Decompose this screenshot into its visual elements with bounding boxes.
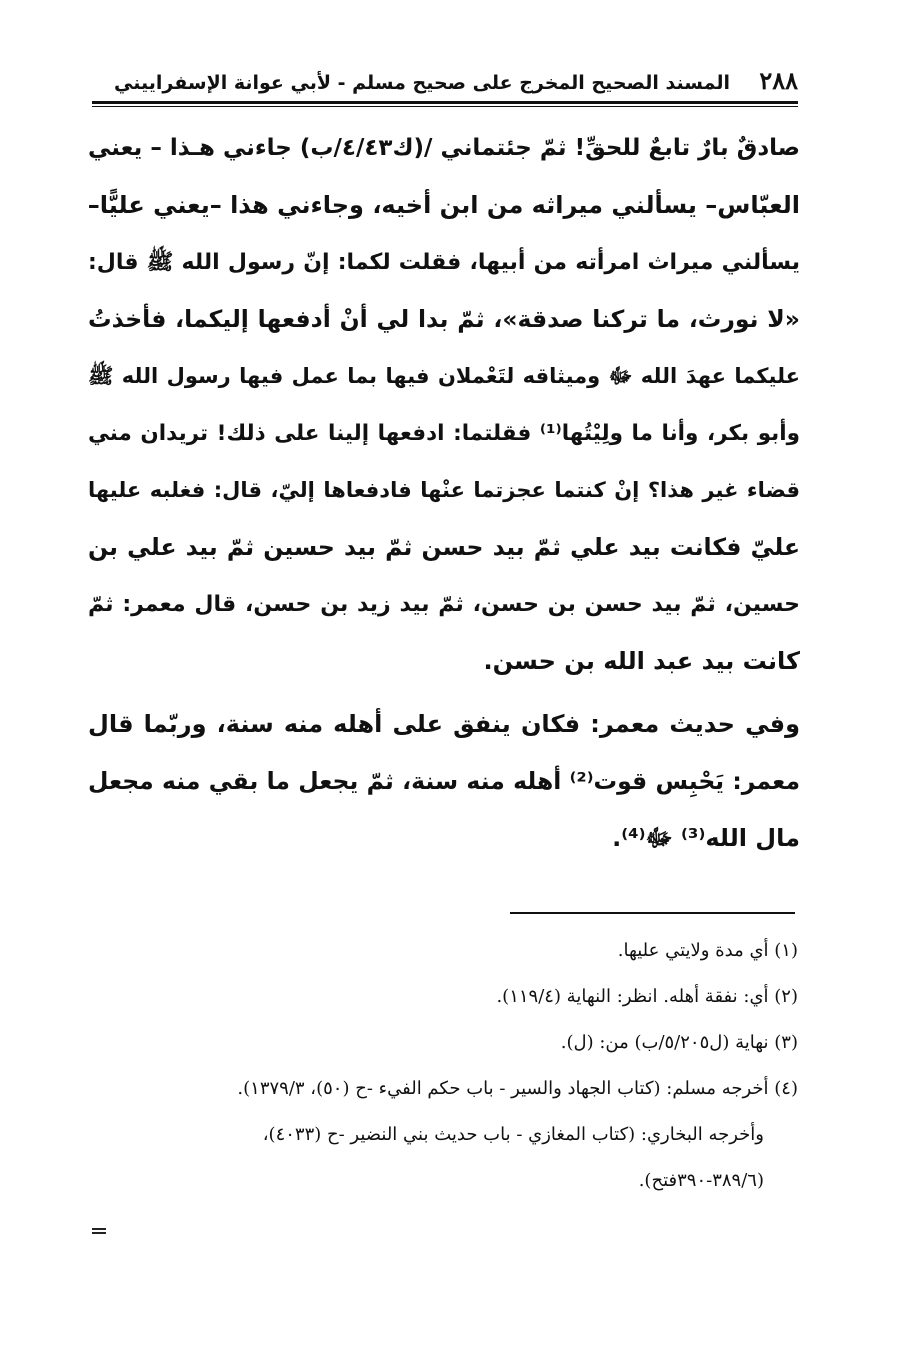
footnote-separator [510, 912, 795, 914]
text-line: صادقٌ بارٌ تابعٌ للحقِّ! ثمّ جئتماني /(ك٤/٤٣/ب) جاءني هـذا – يعني [88, 135, 800, 161]
text-line: العبّاس– يسألني ميراثه من ابن أخيه، وجاءني هذا –يعني عليًّا– [87, 191, 800, 219]
header-rule [92, 101, 798, 104]
page-header [92, 62, 798, 102]
footnote: (٢) أي: نفقة أهله. انظر: النهاية (١١٩/٤). [496, 986, 798, 1007]
main-text [88, 120, 800, 867]
footnote: (٣) نهاية (ل٥/٢٠٥/ب) من: (ل). [560, 1032, 798, 1053]
text-line: وأبو بكر، وأنا ما ولِيْتُها⁽¹⁾ فقلتما: ادفعها إلينا على ذلك! تريدان مني [88, 421, 800, 446]
footnote-continuation: (٣٨٩/٦-٣٩٠فتح). [638, 1170, 764, 1191]
text-line: عليكما عهدَ الله ﷻ وميثاقه لتَعْملان فيها بما عمل فيها رسول الله ﷺ [88, 364, 800, 388]
footnote: (١) أي مدة ولايتي عليها. [617, 940, 798, 961]
footnotes [92, 928, 798, 1204]
text-line: كانت بيد عبد الله بن حسن. [483, 647, 800, 675]
text-line: عليّ فكانت بيد علي ثمّ بيد حسن ثمّ بيد حسين ثمّ بيد علي بن [88, 533, 800, 561]
text-line: مال الله⁽³⁾ ﷻ⁽⁴⁾. [612, 824, 800, 852]
text-line: قضاء غير هذا؟ إنْ كنتما عجزتما عنْها فادفعاها إليّ، قال: فغلبه عليها [88, 478, 800, 502]
text-line: معمر: يَحْبِس قوت⁽²⁾ أهله منه سنة، ثمّ يجعل ما بقي منه مجعل [88, 767, 800, 795]
text-line: يسألني ميراث امرأته من أبيها، فقلت لكما: إنّ رسول الله ﷺ قال: [88, 250, 800, 275]
text-line: حسين، ثمّ بيد حسن بن حسن، ثمّ بيد زيد بن حسن، قال معمر: ثمّ [88, 592, 800, 617]
text-line: «لا نورث، ما تركنا صدقة»، ثمّ بدا لي أنْ أدفعها إليكما، فأخذتُ [88, 305, 800, 333]
footnote: (٤) أخرجه مسلم: (كتاب الجهاد والسير - باب حكم الفيء -ح (٥٠)، ١٣٧٩/٣). [237, 1078, 798, 1099]
running-title: المسند الصحيح المخرج على صحيح مسلم - لأبي عوانة الإسفراييني [114, 72, 730, 94]
footnote-continuation: وأخرجه البخاري: (كتاب المغازي - باب حديث بني النضير -ح (٤٠٣٣)، [262, 1124, 764, 1145]
header-rule-thin [92, 106, 798, 107]
page-number: ٢٨٨ [759, 66, 798, 95]
text-line: وفي حديث معمر: فكان ينفق على أهله منه سنة، وربّما قال [88, 710, 800, 738]
page-edge-mark [92, 1228, 106, 1234]
